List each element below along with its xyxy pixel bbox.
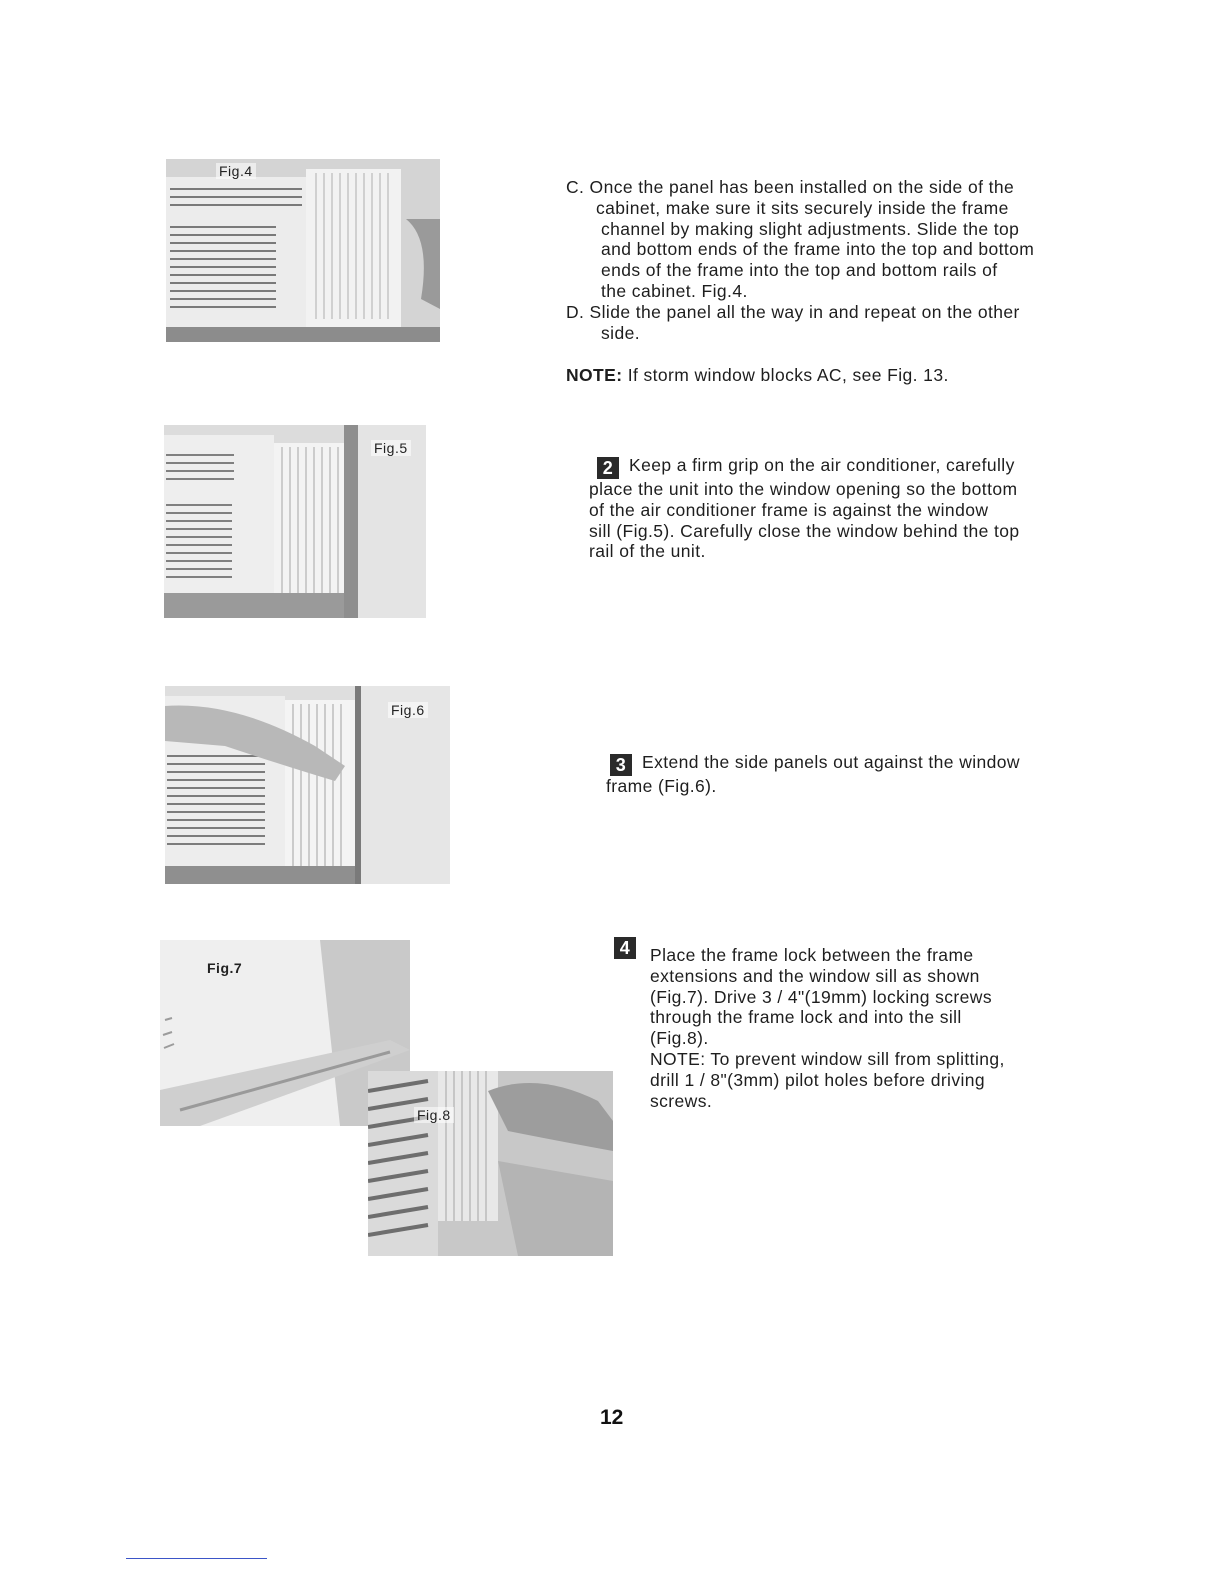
section-d bbox=[566, 302, 1020, 344]
note-label: NOTE: bbox=[566, 365, 623, 385]
section-c-line: C. Once the panel has been installed on the side of the bbox=[566, 177, 1015, 197]
note bbox=[566, 365, 949, 386]
step-4-line: drill 1 / 8"(3mm) pilot holes before driving bbox=[650, 1069, 986, 1090]
step-4-line: extensions and the window sill as shown bbox=[650, 965, 980, 986]
step-3-first-line bbox=[610, 752, 1020, 776]
step-2-first-line bbox=[597, 455, 1020, 479]
step-4-line: screws. bbox=[650, 1090, 713, 1111]
step-2-line: place the unit into the window opening so the bottom bbox=[589, 479, 1018, 499]
section-c-line: and bottom ends of the frame into the top and bottom bbox=[601, 239, 1035, 260]
section-d-line: side. bbox=[601, 322, 640, 343]
section-c-line: channel by making slight adjustments. Slide the top bbox=[601, 218, 1020, 239]
section-c-line: the cabinet. Fig.4. bbox=[601, 280, 748, 301]
section-c bbox=[566, 177, 1034, 302]
step-3-number-badge: 3 bbox=[610, 754, 632, 776]
section-c-line: ends of the frame into the top and bottom rails of bbox=[601, 260, 998, 281]
step-4-line: (Fig.7). Drive 3 / 4"(19mm) locking screws bbox=[650, 986, 992, 1007]
fig7-label: Fig.7 bbox=[207, 960, 243, 976]
figure-4-photo bbox=[166, 159, 440, 342]
figure-6-photo bbox=[165, 686, 450, 884]
figure-8-photo bbox=[368, 1071, 613, 1256]
step-2-number-badge: 2 bbox=[597, 457, 619, 479]
fig8-illustration bbox=[368, 1071, 613, 1256]
note-text: If storm window blocks AC, see Fig. 13. bbox=[622, 365, 949, 385]
step-2-line: Keep a firm grip on the air conditioner, carefully bbox=[629, 455, 1015, 475]
step-4-line: NOTE: To prevent window sill from splitting, bbox=[650, 1048, 1005, 1069]
step-2-line: of the air conditioner frame is against the window bbox=[589, 499, 989, 520]
page-number: 12 bbox=[600, 1406, 624, 1429]
fig4-illustration bbox=[166, 159, 440, 342]
fig4-label: Fig.4 bbox=[216, 163, 256, 179]
footer-rule bbox=[126, 1558, 267, 1559]
step-3-line: frame (Fig.6). bbox=[606, 776, 717, 796]
figure-5-photo bbox=[164, 425, 426, 618]
step-4-number-badge: 4 bbox=[614, 937, 636, 959]
step-2-line: rail of the unit. bbox=[589, 541, 706, 562]
step-2 bbox=[589, 455, 1020, 562]
fig5-label: Fig.5 bbox=[371, 440, 411, 456]
step-3-line: Extend the side panels out against the window bbox=[642, 752, 1020, 772]
step-4-body bbox=[650, 937, 1005, 1111]
fig6-label: Fig.6 bbox=[388, 702, 428, 718]
step-4 bbox=[614, 937, 1005, 1111]
fig8-label: Fig.8 bbox=[414, 1107, 454, 1123]
step-3 bbox=[606, 752, 1020, 797]
step-4-line: Place the frame lock between the frame bbox=[650, 945, 974, 965]
step-4-line: (Fig.8). bbox=[650, 1028, 709, 1049]
section-d-line: D. Slide the panel all the way in and repeat on the other bbox=[566, 302, 1020, 322]
section-c-line: cabinet, make sure it sits securely inside the frame bbox=[596, 197, 1009, 218]
step-2-line: sill (Fig.5). Carefully close the window behind the top bbox=[589, 520, 1020, 541]
step-4-line: through the frame lock and into the sill bbox=[650, 1007, 962, 1028]
